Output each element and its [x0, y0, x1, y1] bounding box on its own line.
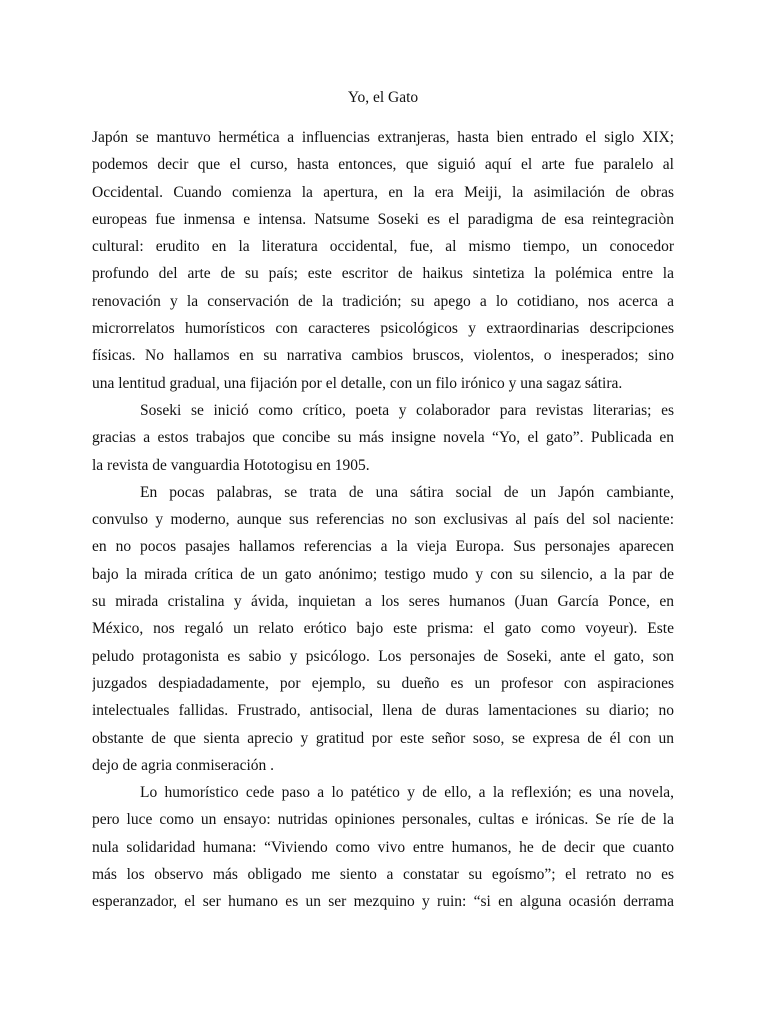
paragraph-1	[92, 124, 674, 397]
paragraph-line: México, nos regaló un relato erótico bajo este prisma: el gato como voyeur). Este	[92, 620, 674, 638]
paragraph-3	[92, 479, 674, 779]
paragraph-line: microrrelatos humorísticos con caracteres psicológicos y extraordinarias descripciones	[92, 320, 674, 338]
paragraph-line: cultural: erudito en la literatura occidental, fue, al mismo tiempo, un conocedor	[92, 238, 674, 256]
paragraph-line: más los observo más obligado me siento a constatar su egoísmo”; el retrato no es	[92, 866, 674, 884]
paragraph-4	[92, 779, 674, 915]
paragraph-line: Lo humorístico cede paso a lo patético y de ello, a la reflexión; es una novela,	[140, 784, 674, 802]
paragraph-line: renovación y la conservación de la tradición; su apego a lo cotidiano, nos acerca a	[92, 292, 674, 310]
paragraph-line: intelectuales fallidas. Frustrado, antisocial, llena de duras lamentaciones su diario; no	[92, 702, 674, 720]
paragraph-line: esperanzador, el ser humano es un ser mezquino y ruin: “si en alguna ocasión derrama	[92, 893, 674, 911]
paragraph-line: bajo la mirada crítica de un gato anónimo; testigo mudo y con su silencio, a la par de	[92, 565, 674, 583]
paragraph-line: En pocas palabras, se trata de una sátira social de un Japón cambiante,	[140, 483, 674, 501]
paragraph-line: profundo del arte de su país; este escritor de haikus sintetiza la polémica entre la	[92, 265, 674, 283]
paragraph-line: europeas fue inmensa e intensa. Natsume Soseki es el paradigma de esa reintegraciòn	[92, 210, 674, 228]
paragraph-line: nula solidaridad humana: “Viviendo como vivo entre humanos, he de decir que cuanto	[92, 838, 674, 856]
paragraph-line: gracias a estos trabajos que concibe su más insigne novela “Yo, el gato”. Publicada en	[92, 429, 674, 447]
document-title: Yo, el Gato	[347, 89, 419, 106]
paragraph-line: Japón se mantuvo hermética a influencias extranjeras, hasta bien entrado el siglo XIX;	[92, 129, 674, 146]
paragraph-line: la revista de vanguardia Hototogisu en 1905.	[92, 456, 370, 474]
paragraph-line: en no pocos pasajes hallamos referencias a la vieja Europa. Sus personajes aparecen	[92, 538, 674, 556]
paragraph-line: podemos decir que el curso, hasta entonces, que siguió aquí el arte fue paralelo al	[92, 156, 674, 174]
paragraph-line: obstante de que sienta aprecio y gratitud por este señor soso, se expresa de él con un	[92, 729, 674, 747]
paragraph-line: físicas. No hallamos en su narrativa cambios bruscos, violentos, o inesperados; sino	[92, 347, 674, 365]
paragraph-line: peludo protagonista es sabio y psicólogo. Los personajes de Soseki, ante el gato, son	[92, 647, 674, 665]
document-page	[92, 86, 674, 916]
paragraph-line: su mirada cristalina y ávida, inquietan a los seres humanos (Juan García Ponce, en	[92, 593, 674, 611]
paragraph-line: juzgados despiadadamente, por ejemplo, su dueño es un profesor con aspiraciones	[92, 674, 674, 692]
paragraph-line: Occidental. Cuando comienza la apertura, en la era Meiji, la asimilación de obras	[92, 183, 674, 201]
paragraph-line: una lentitud gradual, una fijación por el detalle, con un filo irónico y una sagaz sátira.	[92, 374, 623, 392]
paragraph-line: Soseki se inició como crítico, poeta y colaborador para revistas literarias; es	[140, 401, 674, 419]
paragraph-line: convulso y moderno, aunque sus referencias no son exclusivas al país del sol naciente:	[92, 511, 674, 529]
paragraph-line: dejo de agria conmiseración .	[92, 756, 275, 774]
paragraph-line: pero luce como un ensayo: nutridas opiniones personales, cultas e irónicas. Se ríe de la	[92, 811, 674, 829]
paragraph-2	[92, 397, 674, 479]
